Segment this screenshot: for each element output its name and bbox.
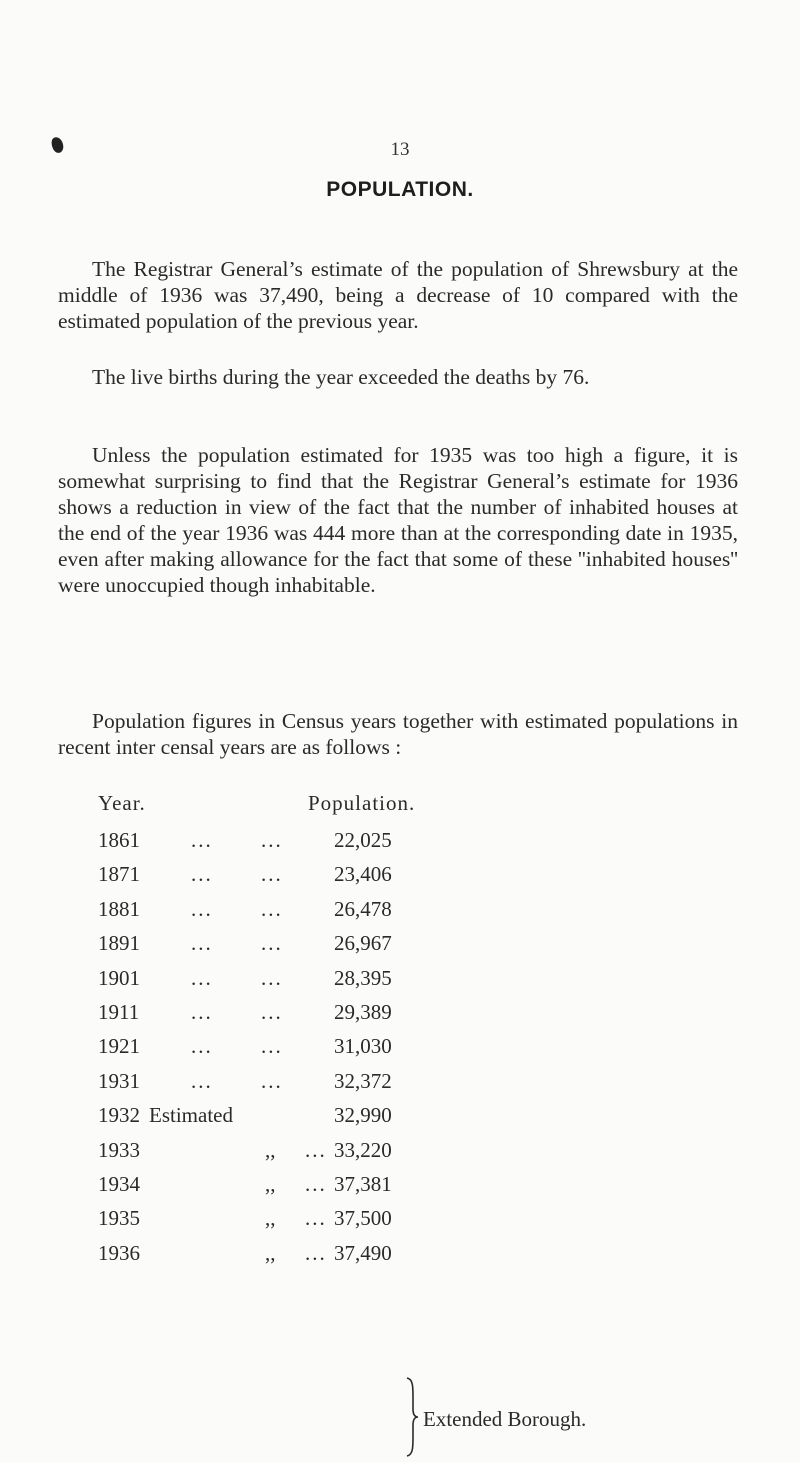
population-cell: 32,990 — [334, 1103, 392, 1128]
year-cell: 1891 — [98, 931, 140, 956]
population-cell: 26,967 — [334, 931, 392, 956]
leader-dots: ... — [305, 1206, 327, 1231]
year-cell: 1911 — [98, 1000, 140, 1024]
ditto-mark: ,, — [265, 1172, 276, 1196]
population-cell: 32,372 — [334, 1068, 392, 1093]
paragraph-houses: Unless the population estimated for 1935 was too high a figure, it is somewhat surprising to find that the Registrar General’s estimate for 1936 shows a reduction in view of the fact that the number of inhabited houses at the end of the year 1936 was 444 more than at the corresponding date in 1935, even after making allowance for the fact that some of these ''inhabited houses'' were unoccupied though inhabitable. — [58, 443, 738, 597]
paragraph-estimate: The Registrar General’s estimate of the population of Shrewsbury at the middle of 1936 was 37,490, being a decrease of 10 compared with the estimated population of the previous year. — [58, 257, 738, 333]
extended-borough-note: Extended Borough. — [423, 1407, 587, 1431]
year-cell: 1881 — [98, 896, 140, 921]
population-cell: 37,500 — [334, 1206, 392, 1231]
table-row — [0, 1103, 800, 1137]
paragraph-census-intro: Population figures in Census years together with estimated populations in recent inter censal years are as follows : — [58, 709, 738, 759]
leader-dots: ... — [191, 1068, 213, 1093]
year-cell: 1861 — [98, 828, 140, 852]
table-row — [0, 1138, 800, 1172]
population-cell: 26,478 — [334, 896, 392, 921]
leader-dots: ... — [191, 862, 213, 887]
leader-dots: ... — [191, 965, 213, 990]
table-row — [0, 931, 800, 965]
population-cell: 22,025 — [334, 828, 392, 852]
qualifier-cell: Estimated — [149, 1103, 233, 1128]
year-cell: 1934 — [98, 1172, 140, 1196]
page-number: 13 — [390, 139, 410, 160]
leader-dots: ... — [305, 1137, 327, 1162]
leader-dots: ... — [191, 896, 213, 921]
leader-dots: ... — [191, 1000, 213, 1024]
year-cell: 1932 — [98, 1103, 140, 1128]
leader-dots: ... — [261, 828, 283, 852]
paragraph-births: The live births during the year exceeded the deaths by 76. — [92, 365, 590, 389]
year-cell: 1936 — [98, 1240, 140, 1265]
year-column-header: Year. — [98, 791, 146, 815]
population-cell: 37,381 — [334, 1172, 392, 1196]
year-cell: 1931 — [98, 1068, 140, 1093]
leader-dots: ... — [261, 931, 283, 956]
table-row — [0, 1206, 800, 1240]
population-cell: 29,389 — [334, 1000, 392, 1024]
ditto-mark: ,, — [265, 1240, 276, 1265]
population-cell: 28,395 — [334, 965, 392, 990]
leader-dots: ... — [261, 896, 283, 921]
population-cell: 23,406 — [334, 862, 392, 887]
table-row — [0, 1172, 800, 1206]
table-row — [0, 1034, 800, 1068]
page-title: POPULATION. — [326, 178, 474, 201]
year-cell: 1871 — [98, 862, 140, 887]
bracket-brace — [404, 1375, 420, 1459]
leader-dots: ... — [261, 1034, 283, 1059]
table-row — [0, 1000, 800, 1034]
table-row — [0, 966, 800, 1000]
year-cell: 1935 — [98, 1206, 140, 1231]
leader-dots: ... — [191, 931, 213, 956]
leader-dots: ... — [191, 828, 213, 852]
table-row — [0, 828, 800, 862]
table-row — [0, 1069, 800, 1103]
leader-dots: ... — [305, 1172, 327, 1196]
population-column-header: Population. — [308, 791, 416, 815]
population-cell: 33,220 — [334, 1137, 392, 1162]
leader-dots: ... — [261, 1000, 283, 1024]
table-row — [0, 1241, 800, 1275]
leader-dots: ... — [191, 1034, 213, 1059]
population-cell: 31,030 — [334, 1034, 392, 1059]
table-row — [0, 897, 800, 931]
leader-dots: ... — [261, 1068, 283, 1093]
table-row — [0, 862, 800, 896]
leader-dots: ... — [261, 965, 283, 990]
leader-dots: ... — [305, 1240, 327, 1265]
leader-dots: ... — [261, 862, 283, 887]
ditto-mark: ,, — [265, 1137, 276, 1162]
year-cell: 1901 — [98, 965, 140, 990]
year-cell: 1921 — [98, 1034, 140, 1059]
population-cell: 37,490 — [334, 1240, 392, 1265]
ditto-mark: ,, — [265, 1206, 276, 1231]
year-cell: 1933 — [98, 1137, 140, 1162]
